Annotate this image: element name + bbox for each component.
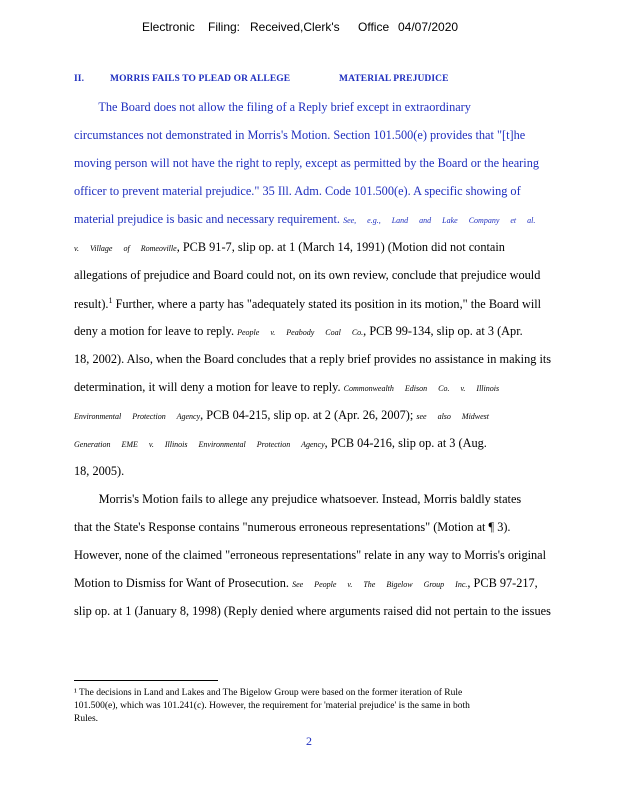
text-run: result). [74,297,109,312]
section-title-part-b: MATERIAL PREJUDICE [339,74,449,84]
text-run: that the State's Response contains "numerous erroneous representations" (Motion at ¶ 3). [74,520,511,534]
text-run: determination, it will deny a motion for leave to reply. [74,380,344,394]
text-run: slip op. at 1 (January 8, 1998) (Reply denied where arguments raised did not pertain to the issues [74,604,551,618]
stamp-date: 04/07/2020 [398,20,459,34]
body-line [74,352,551,367]
text-run: , PCB 91-7, slip op. at 1 (March 14, 1991) (Motion did not contain [176,240,505,254]
body-line [74,408,489,423]
text-run: material prejudice is basic and necessary requirement. [74,212,344,226]
text-run: See, e.g., Land and Lake Company et al. [343,216,536,225]
body-line [74,380,499,395]
body-line [74,296,541,312]
stamp-filing: Filing: [208,20,241,34]
text-run: Motion to Dismiss for Want of Prosecution. [74,576,293,590]
section-number: II. [74,74,85,84]
body-line [74,240,505,255]
text-run: deny a motion for leave to reply. [74,324,238,338]
text-run: Commonwealth Edison Co. v. Illinois [343,384,500,393]
text-run: Environmental Protection Agency [74,412,201,421]
footnote-line-1: ¹ The decisions in Land and Lakes and The Bigelow Group were based on the former iteration of Rule [74,688,463,698]
body-line [74,604,551,619]
text-run: circumstances not demonstrated in Morris's Motion. Section 101.500(e) provides that "[t]he [74,128,526,142]
footnote-line-3: Rules. [74,714,99,724]
body-line [74,436,487,451]
text-run: allegations of prejudice and Board could not, on its own review, conclude that prejudice would [74,268,541,282]
section-title-part-a: MORRIS FAILS TO PLEAD OR ALLEGE [110,74,291,84]
footnote-line-2: 101.500(e), which was 101.241(c). However, the requirement for 'material prejudice' is the same in both [74,701,470,711]
body-line [74,212,535,227]
text-run: However, none of the claimed "erroneous representations" relate in any way to Morris's original [74,548,547,562]
text-run: 18, 2005). [74,464,125,478]
body-line [74,268,540,283]
footnote-ref: 1 [108,296,113,305]
text-run: Further, where a party has "adequately stated its position in its motion," the Board will [112,297,542,312]
text-run: officer to prevent material prejudice." 35 Ill. Adm. Code 101.500(e). A specific showing of [74,184,521,198]
text-run: , PCB 99-134, slip op. at 3 (Apr. [363,324,523,338]
text-run: People v. Peabody Coal Co. [237,328,364,337]
footnote-separator [74,680,218,681]
text-run: The Board does not allow the filing of a Reply brief except in extraordinary [74,100,471,114]
text-run: Generation EME v. Illinois Environmental Protection Agency [74,440,325,449]
page-number: 2 [306,734,312,748]
text-run: , PCB 04-215, slip op. at 2 (Apr. 26, 2007); [200,408,417,422]
text-run: Morris's Motion fails to allege any prejudice whatsoever. Instead, Morris baldly states [74,492,522,506]
body-line [74,156,539,171]
body-line [74,492,521,507]
text-run: See People v. The Bigelow Group Inc. [292,580,468,589]
stamp-received: Received,Clerk's [250,20,340,34]
body-line [74,576,538,591]
stamp-electronic: Electronic [142,20,195,34]
body-line [74,128,525,143]
text-run: moving person will not have the right to reply, except as permitted by the Board or the hearing [74,156,539,170]
body-line [74,184,521,199]
stamp-office: Office [358,20,390,34]
body-line [74,324,523,339]
body-line [74,100,471,115]
text-run: , PCB 04-216, slip op. at 3 (Aug. [324,436,487,450]
body-line [74,520,511,535]
text-run: , PCB 97-217, [467,576,538,590]
body-line [74,548,546,563]
body-line [74,464,124,479]
text-run: v. Village of Romeoville [74,244,177,253]
text-run: 18, 2002). Also, when the Board concludes that a reply brief provides no assistance in making its [74,352,552,366]
text-run: see also Midwest [416,412,490,421]
